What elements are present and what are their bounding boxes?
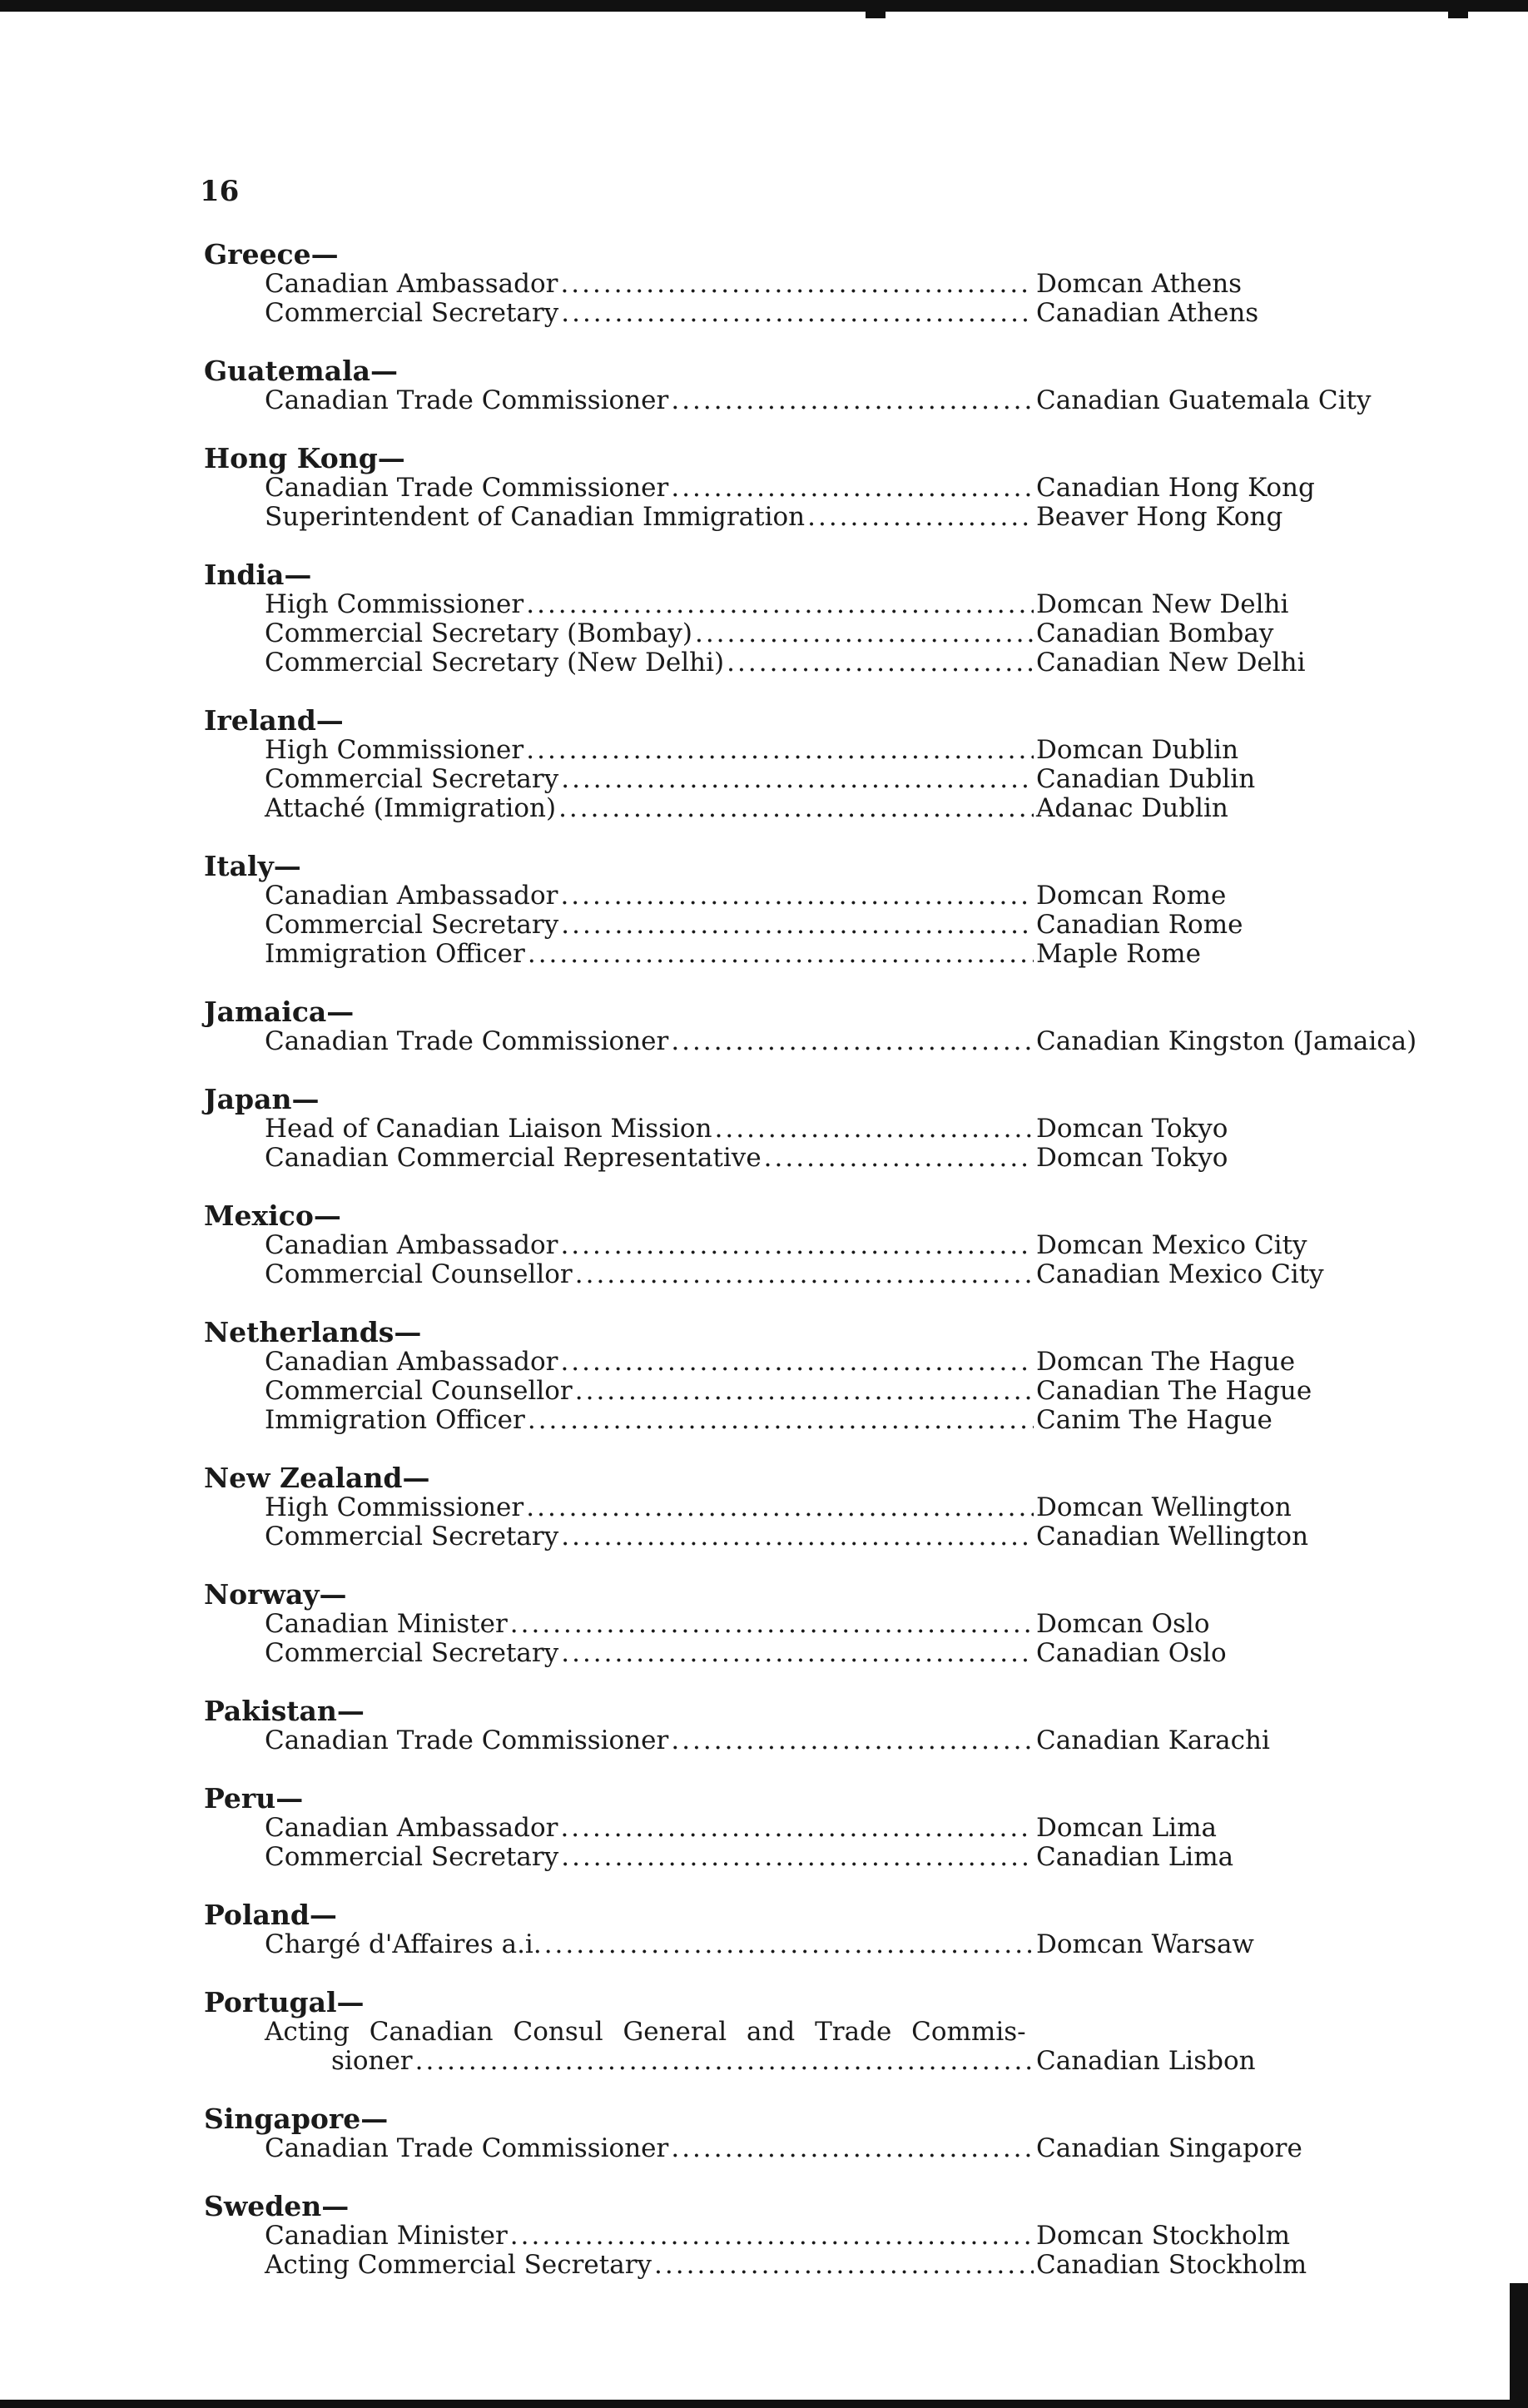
cable-address: Domcan Lima (1036, 1813, 1217, 1843)
cable-address: Canadian Singapore (1036, 2133, 1302, 2163)
directory-entry (204, 1144, 1427, 1173)
cable-address: Domcan Mexico City (1036, 1230, 1307, 1260)
position-title: Chargé d'Affaires a.i. (265, 1929, 542, 1959)
directory-entry (204, 1814, 1427, 1843)
country-heading: Netherlands— (204, 1316, 422, 1348)
dot-leader (561, 765, 1034, 794)
dot-leader (528, 940, 1034, 969)
dot-leader (528, 1406, 1034, 1435)
country-heading: Greece— (204, 238, 339, 271)
position-title: High Commissioner (265, 735, 524, 765)
directory-entry (204, 2018, 1427, 2076)
country-section (204, 1201, 1427, 1289)
cable-address: Domcan Warsaw (1036, 1929, 1254, 1959)
dot-leader (510, 1610, 1034, 1639)
dot-leader (671, 1027, 1034, 1056)
country-section (204, 851, 1427, 969)
position-title: Canadian Ambassador (265, 1230, 558, 1260)
position-title: Immigration Officer (265, 1405, 525, 1435)
directory-entry (204, 474, 1427, 503)
directory-entry (204, 1843, 1427, 1872)
position-title: Superintendent of Canadian Immigration (265, 502, 806, 532)
country-section (204, 2104, 1427, 2163)
position-title: Commercial Secretary (New Delhi) (265, 648, 725, 678)
dot-leader (671, 474, 1034, 503)
directory-entry (204, 794, 1427, 823)
cable-address: Canadian Lima (1036, 1842, 1234, 1872)
cable-address: Domcan Rome (1036, 881, 1227, 911)
position-title: Canadian Ambassador (265, 269, 558, 299)
position-title: Canadian Commercial Representative (265, 1143, 762, 1173)
cable-address: Canadian Oslo (1036, 1638, 1227, 1668)
position-title: Canadian Trade Commissioner (265, 385, 669, 415)
position-title: Commercial Counsellor (265, 1376, 573, 1406)
dot-leader (560, 270, 1034, 299)
dot-leader (560, 881, 1034, 911)
cable-address: Canadian Rome (1036, 910, 1243, 940)
dot-leader (575, 1260, 1034, 1289)
position-title: High Commissioner (265, 1492, 524, 1522)
position-title-continuation: sioner (331, 2046, 413, 2076)
country-section (204, 1988, 1427, 2076)
country-section (204, 560, 1427, 678)
dot-leader (561, 1843, 1034, 1872)
cable-address: Canadian Stockholm (1036, 2250, 1307, 2280)
dot-leader (575, 1377, 1034, 1406)
directory-entry (204, 940, 1427, 969)
directory-entry (204, 1115, 1427, 1144)
directory-entry (204, 765, 1427, 794)
position-title: Commercial Secretary (265, 1842, 559, 1872)
country-heading: Hong Kong— (204, 442, 405, 474)
position-title: Commercial Secretary (265, 764, 559, 794)
cable-address: Domcan Athens (1036, 269, 1243, 299)
country-section (204, 997, 1427, 1056)
cable-address: Domcan Stockholm (1036, 2221, 1291, 2251)
country-heading: Sweden— (204, 2190, 350, 2222)
directory-entry (204, 1377, 1427, 1406)
directory-entry (204, 1027, 1427, 1056)
dot-leader (544, 1930, 1034, 1959)
country-heading: Ireland— (204, 704, 344, 737)
directory-entry (204, 270, 1427, 299)
dot-leader (526, 736, 1034, 765)
cable-address: Adanac Dublin (1036, 793, 1228, 823)
directory-entry (204, 1726, 1427, 1755)
cable-address: Canim The Hague (1036, 1405, 1273, 1435)
cable-address: Domcan Tokyo (1036, 1143, 1228, 1173)
cable-address: Canadian Dublin (1036, 764, 1256, 794)
position-title: Canadian Ambassador (265, 1347, 558, 1377)
country-heading: India— (204, 559, 312, 591)
position-title: Canadian Minister (265, 2221, 508, 2251)
cable-address: Canadian Bombay (1036, 618, 1274, 648)
country-heading: Peru— (204, 1782, 304, 1815)
cable-address: Canadian Hong Kong (1036, 473, 1315, 503)
dot-leader (715, 1115, 1034, 1144)
directory-entry (204, 881, 1427, 911)
scan-border-bottom (0, 2400, 1528, 2408)
country-heading: Singapore— (204, 2103, 389, 2135)
country-section (204, 240, 1427, 328)
scan-border-top (0, 0, 1528, 12)
directory-entry (204, 1260, 1427, 1289)
cable-address: Beaver Hong Kong (1036, 502, 1283, 532)
directory-entry (204, 1930, 1427, 1959)
country-heading: Pakistan— (204, 1695, 365, 1727)
country-section (204, 356, 1427, 415)
cable-address: Canadian The Hague (1036, 1376, 1312, 1406)
scan-artifact (866, 0, 886, 18)
dot-leader (727, 648, 1034, 678)
country-section (204, 444, 1427, 532)
directory-entry (204, 911, 1427, 940)
position-title: Canadian Trade Commissioner (265, 1725, 669, 1755)
position-title: Immigration Officer (265, 939, 525, 969)
cable-address: Domcan Wellington (1036, 1492, 1292, 1522)
directory-entry (204, 386, 1427, 415)
directory-entry (204, 1348, 1427, 1377)
dot-leader (510, 2222, 1034, 2251)
country-section (204, 2192, 1427, 2280)
cable-address: Domcan Tokyo (1036, 1114, 1228, 1144)
directory-entry (204, 1610, 1427, 1639)
position-title: Attaché (Immigration) (265, 793, 557, 823)
directory-entry (204, 2134, 1427, 2163)
position-title: Commercial Secretary (Bombay) (265, 618, 692, 648)
country-heading: Mexico— (204, 1199, 341, 1232)
country-heading: Japan— (204, 1083, 320, 1115)
country-heading: Italy— (204, 850, 301, 882)
position-title: Canadian Trade Commissioner (265, 473, 669, 503)
country-section (204, 1900, 1427, 1959)
country-heading: Jamaica— (204, 995, 355, 1028)
directory-entry (204, 1406, 1427, 1435)
position-title: Head of Canadian Liaison Mission (265, 1114, 712, 1144)
directory-entry (204, 1639, 1427, 1668)
dot-leader (558, 794, 1034, 823)
scan-border-right (1510, 2283, 1528, 2408)
position-title: Commercial Counsellor (265, 1259, 573, 1289)
dot-leader (671, 2134, 1034, 2163)
country-section (204, 1696, 1427, 1755)
country-heading: New Zealand— (204, 1462, 430, 1494)
position-title: Commercial Secretary (265, 1522, 559, 1552)
directory-entry (204, 1522, 1427, 1552)
directory-list (204, 240, 1427, 2308)
directory-entry (204, 1493, 1427, 1522)
country-section (204, 1784, 1427, 1872)
cable-address: Maple Rome (1036, 939, 1201, 969)
position-title: Canadian Ambassador (265, 881, 558, 911)
cable-address: Canadian Wellington (1036, 1522, 1309, 1552)
cable-address: Domcan The Hague (1036, 1347, 1296, 1377)
country-heading: Poland— (204, 1899, 337, 1931)
page-number: 16 (200, 175, 240, 208)
dot-leader (764, 1144, 1034, 1173)
country-section (204, 1463, 1427, 1552)
scan-artifact (1448, 0, 1468, 18)
dot-leader (526, 1493, 1034, 1522)
country-heading: Guatemala— (204, 355, 399, 387)
cable-address: Canadian Guatemala City (1036, 385, 1372, 415)
position-title: Commercial Secretary (265, 910, 559, 940)
dot-leader (671, 1726, 1034, 1755)
directory-entry (204, 503, 1427, 532)
directory-entry (204, 2251, 1427, 2280)
dot-leader (561, 911, 1034, 940)
position-title: Commercial Secretary (265, 1638, 559, 1668)
position-title: Canadian Trade Commissioner (265, 2133, 669, 2163)
country-section (204, 1318, 1427, 1435)
directory-entry (204, 619, 1427, 648)
dot-leader (561, 299, 1034, 328)
position-title: Acting Commercial Secretary (265, 2250, 652, 2280)
directory-entry (204, 2222, 1427, 2251)
position-title: Canadian Minister (265, 1609, 508, 1639)
directory-entry (204, 1231, 1427, 1260)
position-title: Acting Canadian Consul General and Trade Commis- (265, 2017, 1026, 2047)
dot-leader (671, 386, 1034, 415)
cable-address: Canadian Mexico City (1036, 1259, 1324, 1289)
country-heading: Norway— (204, 1578, 347, 1611)
directory-entry (204, 590, 1427, 619)
cable-address: Domcan Dublin (1036, 735, 1239, 765)
directory-entry (204, 648, 1427, 678)
dot-leader (807, 503, 1034, 532)
dot-leader (560, 1231, 1034, 1260)
cable-address: Domcan Oslo (1036, 1609, 1210, 1639)
cable-address: Canadian Kingston (Jamaica) (1036, 1026, 1417, 1056)
dot-leader (526, 590, 1034, 619)
country-heading: Portugal— (204, 1986, 365, 2018)
position-title: Commercial Secretary (265, 298, 559, 328)
dot-leader (695, 619, 1034, 648)
dot-leader (561, 1639, 1034, 1668)
dot-leader (654, 2251, 1034, 2280)
directory-entry (204, 736, 1427, 765)
cable-address: Canadian New Delhi (1036, 648, 1306, 678)
dot-leader (560, 1814, 1034, 1843)
cable-address: Domcan New Delhi (1036, 589, 1289, 619)
position-title: Canadian Trade Commissioner (265, 1026, 669, 1056)
position-title: Canadian Ambassador (265, 1813, 558, 1843)
cable-address: Canadian Athens (1036, 298, 1259, 328)
country-section (204, 1580, 1427, 1668)
cable-address: Canadian Karachi (1036, 1725, 1270, 1755)
cable-address: Canadian Lisbon (1036, 2046, 1256, 2076)
position-title: High Commissioner (265, 589, 524, 619)
directory-entry (204, 299, 1427, 328)
dot-leader (415, 2047, 1034, 2076)
dot-leader (560, 1348, 1034, 1377)
country-section (204, 1085, 1427, 1173)
dot-leader (561, 1522, 1034, 1552)
country-section (204, 706, 1427, 823)
